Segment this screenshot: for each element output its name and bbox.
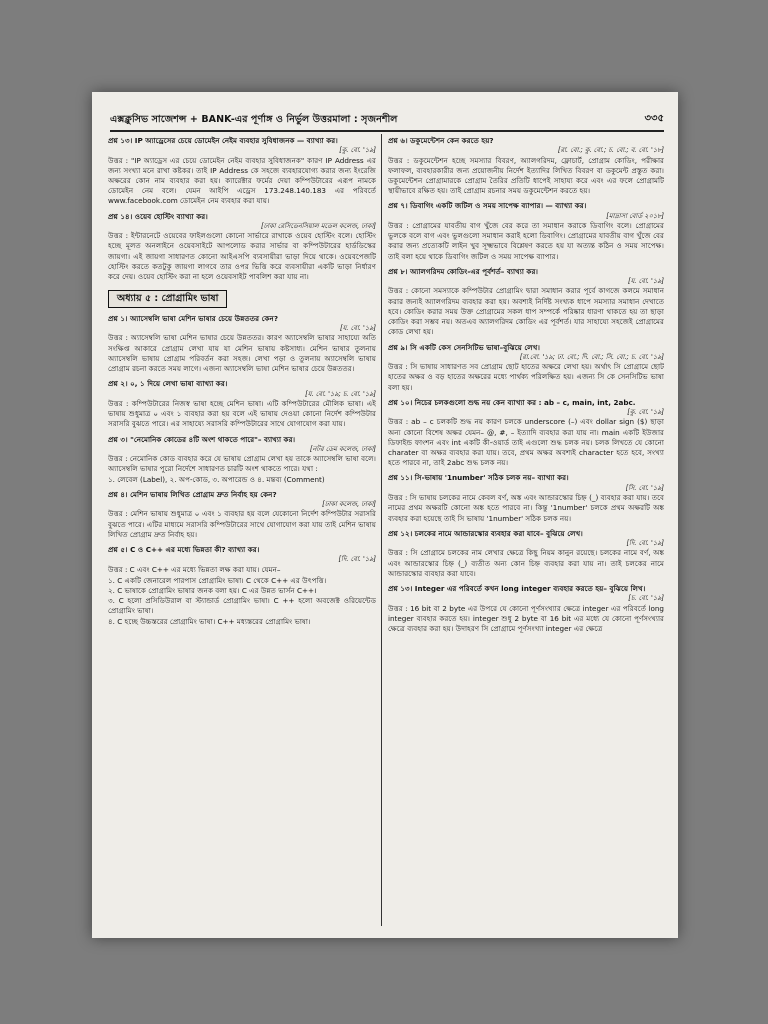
answer-text: উত্তর : কোনো সমস্যাকে কম্পিউটার প্রোগ্রামিং দ্বারা সমাধান করার পূর্বে কাগজে কলমে সমাধান করার জন্যই অ্যালগরিদম ব্যবহার করা হয়। অবশ্যই নির্দিষ্ট সংখ্যক ধাপে সমস্যার সমাধান দেখাতে হবে। কোডিং করার সময় উক্ত প্রোগ্রামের সকল ধাপ সম্পর্কে পরিষ্কার ধারণা থাকতে হয় তা ছাড়া কোডিং করা সম্ভব নয়। অতএব অ্যালগরিদম কোডিং এর পূর্বশর্ত। যার সাহায্যে সহজেই প্রোগ্রামের কোড লেখা হয়। [388, 286, 664, 337]
running-title: এক্সক্লুসিভ সাজেশন্স + BANK-এর পূর্ণাঙ্গ ও নির্ভুল উত্তরমালা : সৃজনশীল [110, 114, 398, 125]
question-text: প্রশ্ন ১৩। IP অ্যাড্রেসের চেয়ে ডোমেইন নেইম ব্যবহার সুবিধাজনক — ব্যাখ্যা কর। [108, 136, 338, 145]
answer-text: উত্তর : প্রোগ্রামের যাবতীয় বাগ খুঁজে বের করে তা সমাধান করাকে ডিবাগিং বলে। প্রোগ্রামের ভুলকে বলে বাগ এবং ভুলগুলো সমাধান করাই হলো ডিবাগিং। প্রোগ্রামের যাবতীয় বাগ খুঁজে বের করার জন্য প্রত্যেকটি লাইন খুব সূক্ষ্মভাবে বিশ্লেষণ করতে হয় যা অত্যন্ত কঠিন ও সময় সাপেক্ষ। তাই বলা হয়ে থাকে ডিবাগিং জটিল ও সময় সাপেক্ষ ব্যাপার। [388, 221, 664, 261]
question-text: প্রশ্ন ১৩। Integer এর পরিবর্তে কখন long integer ব্যবহার করতে হয়– বুঝিয়ে লিখ। [388, 583, 646, 593]
question-block [108, 379, 376, 429]
answer-text: উত্তর : C এবং C++ এর মধ্যে ভিন্নতা লক্ষ করা যায়। যেমন– [108, 564, 281, 574]
list-item: ৪. C হচ্ছে উচ্চস্তরের প্রোগ্রামিং ভাষা। C++ মধ্যস্তরের প্রোগ্রামিং ভাষা। [108, 616, 311, 626]
difference-list [108, 576, 376, 627]
answer-list: ১. লেবেল (Label), ২. অপ-কোড, ৩. অপারেন্ড ও ৪. মন্তব্য (Comment) [108, 474, 325, 484]
answer-text: উত্তর : সি প্রোগ্রামে চলকের নাম লেখার ক্ষেত্রে কিছু নিয়ম কানুন রয়েছে। চলকের নামে বর্ণ, অঙ্ক এবং আন্ডারস্কোর চিহ্ন (_) ব্যতীত অন্য কোন চিহ্ন ব্যবহার করা যায় না। তাই চলকের নামে আন্ডারস্কোর ব্যবহার করা যাবে। [388, 548, 664, 578]
answer-text: উত্তর : ডকুমেন্টেশন হচ্ছে সমস্যার বিবরণ, অ্যালগরিদম, ফ্লোচার্ট, প্রোগ্রাম কোডিং, পরীক্ষার ফলাফল, ব্যবহারকারীর জন্য প্রয়োজনীয় নির্দেশ ইত্যাদির লিখিত বিবরণ বা ডকুমেন্ট প্রস্তুত করা। ডকুমেন্টেশন প্রোগ্রামারকে প্রোগ্রাম তৈরির প্রতিটি ধাপেই সাহায্য করে এবং এর ফলে প্রোগ্রামটি স্থায়ীভাবে রক্ষিত হয়। তাই প্রোগ্রাম রচনার সময় ডকুমেন্টেশন করতে হয়। [388, 155, 664, 196]
question-block [388, 267, 664, 338]
question-text: প্রশ্ন ১৪। ওয়েব হোস্টিং ব্যাখ্যা কর। [108, 211, 208, 221]
answer-text: উত্তর : মেশিন ভাষায় শুধুমাত্র ০ এবং ১ ব্যবহার হয় বলে যেকোনো নির্দেশ কম্পিউটার সরাসরি বুঝতে পারে। এটির মাধ্যমে সরাসরি কম্পিউটারের সাথে যোগাযোগ করা যায় তাই মেশিন ভাষায় লিখিত প্রোগ্রাম দ্রুত নির্বাহ হয়। [108, 509, 376, 539]
left-column [108, 136, 376, 926]
question-text: প্রশ্ন ১। অ্যাসেম্বলি ভাষা মেশিন ভাষার চেয়ে উন্নততর কেন? [108, 313, 279, 323]
question-text: প্রশ্ন ৮। অ্যালগরিদম কোডিং-এর পূর্বশর্ত– ব্যাখ্যা কর। [388, 266, 538, 276]
list-item: ২. C ভাষাকে প্রোগ্রামিং ভাষার জনক বলা হয়। C এর উন্নত ভার্সন C++। [108, 586, 317, 595]
question-source: [য. বো. '১৯] [340, 324, 376, 333]
question-block [388, 473, 664, 523]
question-source: [কু. বো. '১৯] [339, 146, 376, 155]
question-block [388, 584, 664, 634]
question-source: [মাদ্রাসা বোর্ড ২০১৮] [606, 211, 664, 220]
question-source: [রা.বো. '১৯; ঢা. বো.; দি. বো.; সি. বো.; চ. বো. '১৯] [519, 352, 664, 361]
list-item: ১. C একটি জেনারেল পারপাস প্রোগ্রামিং ভাষা। C থেকে C++ এর উৎপত্তি। [108, 575, 327, 585]
question-text: প্রশ্ন ১০। নিচের চলকগুলো শুদ্ধ নয় কেন ব্যাখ্যা কর : ab – c, main, int, 2abc. [388, 397, 636, 407]
question-block [108, 314, 376, 374]
right-column [388, 136, 664, 926]
question-text: প্রশ্ন ৩। "নেমোনিক কোডের ৪টি অংশ থাকতে পারে"– ব্যাখ্যা কর। [108, 434, 296, 444]
page-number: ৩৩৫ [644, 113, 664, 124]
answer-text: উত্তর : 16 bit বা 2 byte এর উপরে যে কোনো পূর্ণসংখ্যার ক্ষেত্রে integer এর পরিবর্তে long integer ব্যবহার করতে হয়। integer শুধু 2 byte বা 16 bit এর মধ্যে যে কোনো পূর্ণসংখ্যার ক্ষেত্রে ব্যবহার করা হয়। উদাহরণ সি প্রোগ্রামে পূর্ণসংখ্যা integer এর ক্ষেত্রে [388, 603, 664, 633]
question-text: প্রশ্ন ৯। সি একটি কেস সেনসিটিভ ভাষা–বুঝিয়ে লেখ। [388, 342, 540, 352]
question-source: [সি. বো. '১৯] [625, 483, 664, 492]
question-source: [রা. বো.; কু. বো.; চ. বো.; ব. বো. '১৮] [557, 146, 664, 155]
question-text: প্রশ্ন ১২। চলকের নামে আন্ডারস্কোর ব্যবহার করা যাবে– বুঝিয়ে লেখ। [388, 528, 583, 538]
answer-text: উত্তর : অ্যাসেম্বলি ভাষা মেশিন ভাষার চেয়ে উন্নততর। কারণ অ্যাসেম্বলি ভাষার সাহায্যে অতি সংক্ষিপ্ত আকারে প্রোগ্রাম লেখা যায় যা মেশিন ভাষায় কষ্টসাধ্য। মেশিন ভাষার তুলনায় অ্যাসেম্বলি ভাষায় প্রোগ্রাম পরিবর্তন করা সহজ। লেখা পড়া ও তুলনায় অ্যাসেম্বলি ভাষায় প্রোগ্রাম রচনা করতে সময় লাগে। এজন্য অ্যাসেম্বলি ভাষা মেশিন ভাষার চেয়ে উন্নততর। [108, 333, 376, 374]
question-text: প্রশ্ন ২। ০, ১ দিয়ে লেখা ভাষা ব্যাখ্যা কর। [108, 379, 228, 389]
column-divider [381, 134, 382, 926]
question-source: [ঢাকা কলেজ, ঢাকা] [322, 499, 376, 508]
question-source: [য. বো. '১৯; চ. বো. '১৯] [305, 389, 376, 398]
answer-text: উত্তর : "IP অ্যাড্রেস এর চেয়ে ডোমেইন নেইম ব্যবহার সুবিধাজনক" কারণ IP Address এর জন্য সংখ্যা মনে রাখা কষ্টকর। তাই IP Address কে সহজে ব্যবহারযোগ্য করার জন্য ইংরেজি অক্ষরের কোন নাম ব্যবহার করা হয়। ক্যারেক্টার ফর্মের দেয়া কম্পিউটারের এরূপ নামকে ডোমেইন নেম বলে। যেমন আইপি এড্রেস 173.248.140.183 এর পরিবর্তে www.facebook.com ডোমেইন নেম ব্যবহার করা যায়। [108, 155, 376, 206]
page-header [110, 106, 664, 132]
question-source: [চ. বো. '১৯] [628, 594, 664, 603]
question-source: [ঢাকা রেসিডেনসিয়াল মডেল কলেজ, ঢাকা] [260, 221, 376, 230]
question-source: [দি. বো. '১৯] [626, 538, 664, 547]
list-item: ৩. C হলো প্রসিডিউরাল বা স্ট্যান্ডার্ড প্রোগ্রামিং ভাষা। C ++ হলো অবজেক্ট ওরিয়েন্টেড প্রোগ্রামিং ভাষা। [108, 596, 376, 616]
answer-text: উত্তর : নেমোনিক কোড ব্যবহার করে যে ভাষায় প্রোগ্রাম লেখা হয় তাকে অ্যাসেম্বলি ভাষা বলে। অ্যাসেম্বলি ভাষার পুরো নির্দেশে সাধারণত চারটি অংশ থাকতে পারে। যথা : [108, 454, 376, 474]
question-block [388, 201, 664, 261]
question-block [108, 136, 376, 207]
question-text: প্রশ্ন ৬। ডকুমেন্টেশন কেন করতে হয়? [388, 136, 494, 145]
answer-text: উত্তর : সি ভাষায় সাধারণত সব প্রোগ্রাম ছোট হাতের অক্ষরে লেখা হয়। অর্থাৎ সি প্রোগ্রামে ছোট হাতের অক্ষর ও বড় হাতের অক্ষরের মধ্যে পার্থক্য পরিলক্ষিত হয়। এজন্য সি কে সেনসিটিভ ভাষা বলা হয়। [388, 362, 664, 392]
question-block [388, 398, 664, 469]
question-block [388, 136, 664, 196]
question-source: [দি. বো. '১৯] [338, 555, 376, 564]
question-text: প্রশ্ন ১১। সি-ভাষায় '1number' সঠিক চলক নয়– ব্যাখ্যা কর। [388, 473, 569, 483]
question-text: প্রশ্ন ৪। মেশিন ভাষায় লিখিত প্রোগ্রাম দ্রুত নির্বাহ হয় কেন? [108, 489, 277, 499]
question-block [108, 435, 376, 485]
question-block [108, 212, 376, 283]
question-text: প্রশ্ন ৭। ডিবাগিং একটি জটিল ও সময় সাপেক্ষ ব্যাপার। — ব্যাখ্যা কর। [388, 201, 587, 211]
answer-text: উত্তর : সি ভাষায় চলকের নামে কেবল বর্ণ, অঙ্ক এবং আন্ডারস্কোর চিহ্ন (_) ব্যবহার করা যায়। তবে নামের প্রথম অক্ষরটি কোনো অঙ্ক হতে পারবে না। কিন্তু '1number' চলকে প্রথম অক্ষরটি অঙ্ক ব্যবহার করা হয়েছে তাই সি ভাষায় '1number' সঠিক চলক নয়। [388, 493, 664, 523]
question-block [388, 343, 664, 393]
question-block [108, 545, 376, 627]
question-source: [নটর ডেম কলেজ, ঢাকা] [309, 444, 376, 453]
question-block [388, 529, 664, 579]
scanned-page [92, 92, 678, 938]
question-source: [য. বো. '১৯] [628, 277, 664, 286]
question-source: [কু. বো. '১৯] [627, 408, 664, 417]
question-text: প্রশ্ন ৫। C ও C++ এর মধ্যে ভিন্নতা কী? ব্যাখ্যা কর। [108, 544, 260, 554]
answer-text: উত্তর : কম্পিউটারের নিজস্ব ভাষা হচ্ছে মেশিন ভাষা। এটি কম্পিউটারের মৌলিক ভাষা। এই ভাষায় শুধুমাত্র ০ এবং ১ ব্যবহার করা হয় বলে এই ভাষায় দেওয়া কোনো নির্দেশ কম্পিউটার সরাসরি বুঝতে পারে। এর সাহায্যে সরাসরি কম্পিউটারের সাথে যোগাযোগ করা যায়। [108, 398, 376, 429]
answer-text: উত্তর : ab – c চলকটি শুদ্ধ নয় কারণ চলকে underscore (–) এবং dollar sign ($) ছাড়া অন্য কোনো বিশেষ অক্ষর যেমন– @, #, – ইত্যাদি ব্যবহার করা যায় না। main একটি ইউজার ডিফাইন্ড ফাংশন এবং int একটি কী-ওয়ার্ড তাই এগুলো শুদ্ধ চলক নয়। চলক লিখতে যে কোনো charater বা অক্ষর ব্যবহার করা যায়। তবে, প্রথম অক্ষর অবশ্যই character হতে হবে, সংখ্যা হতে পারবে না, তাই 2abc শুদ্ধ চলক নয়। [388, 417, 664, 468]
question-block [108, 490, 376, 540]
answer-text: উত্তর : ইন্টারনেটে ওয়েবের ফাইলগুলো কোনো সার্ভারে রাখাকে ওয়েব হোস্টিং বলে। হোস্টিং হচ্ছে মূলত অনলাইনে ওয়েবসাইটে আপলোড করার সার্ভার বা কম্পিউটারের হার্ডডিস্কের জায়গা। এই জায়গা সাধারণত কোনো আইএসপি ব্যবসায়ীরা ভাড়া দিয়ে থাকে। ওয়েবপেজটি হোস্টিং করতে কতটুকু জায়গা লাগবে তার ওপর ভিত্তি করে ব্যবসায়ীরা একটি ভাড়া নির্ধারণ করে দেয়। ওয়েব হোস্টিং করা না হলে ওয়েবসাইট পাবলিশ করা যায় না। [108, 231, 376, 282]
chapter-heading: অধ্যায় ৫ : প্রোগ্রামিং ভাষা [108, 290, 227, 307]
